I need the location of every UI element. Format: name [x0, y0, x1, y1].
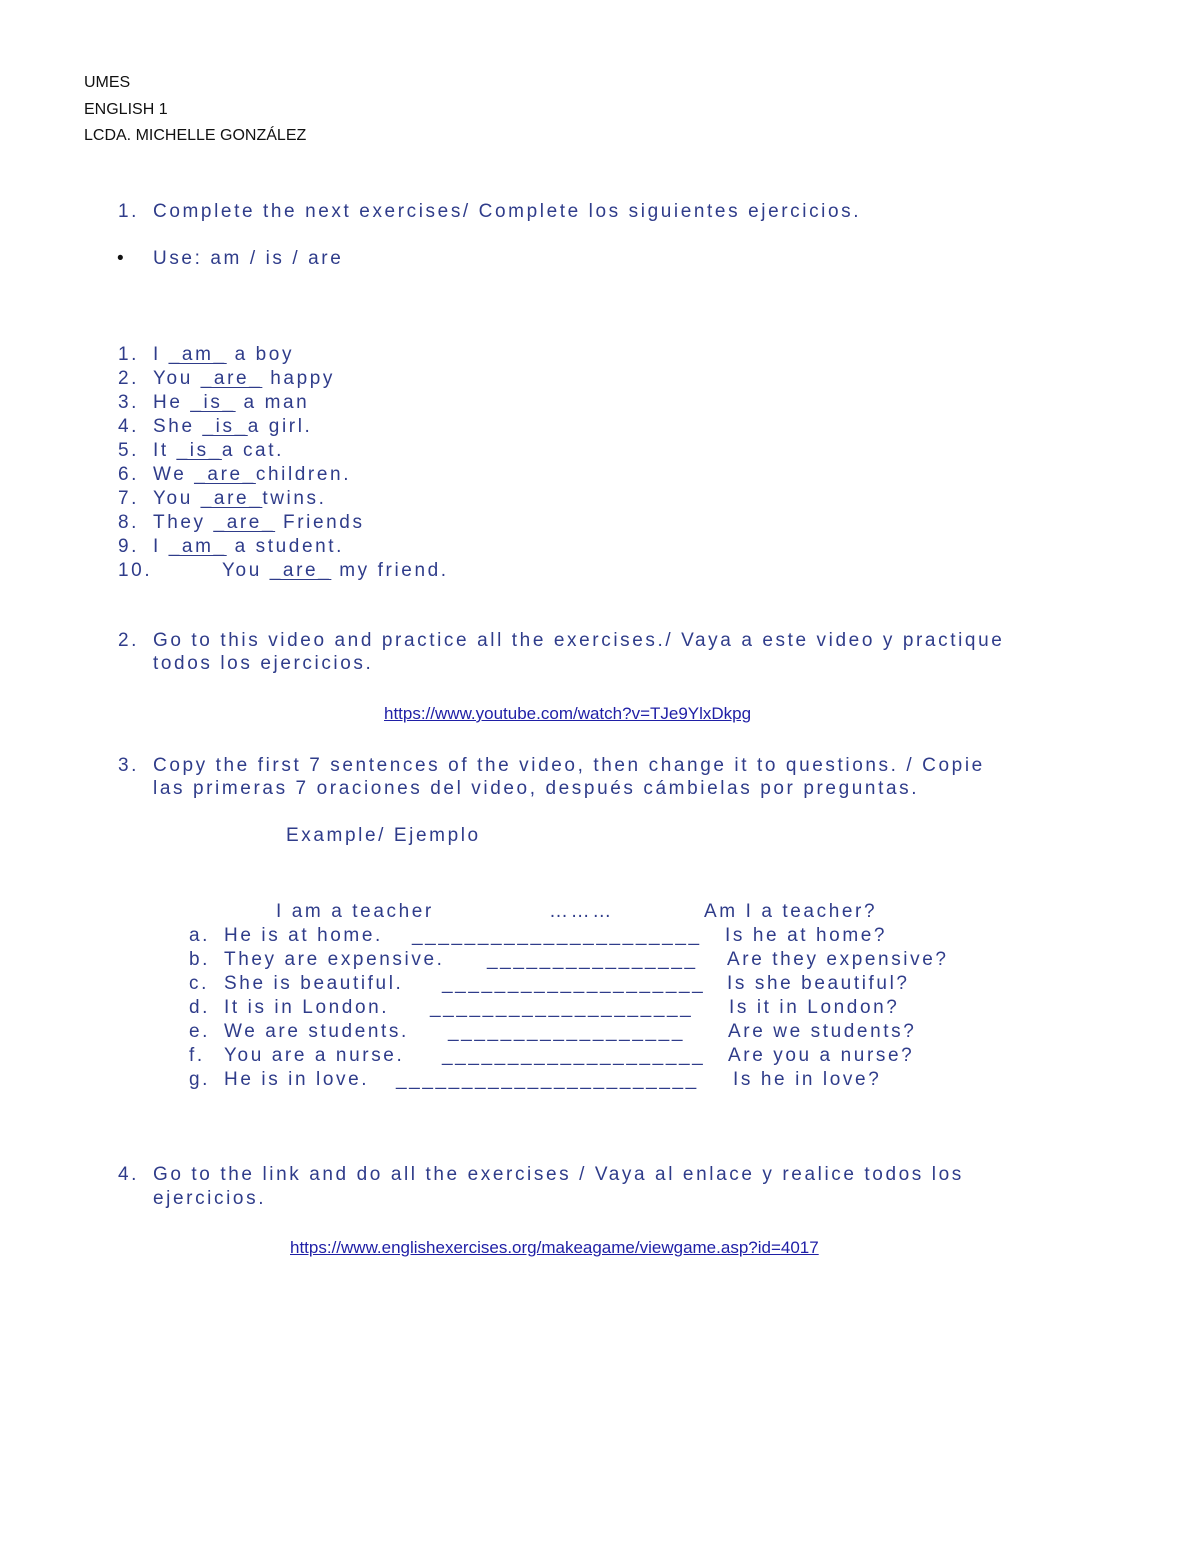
answer-blank: _is_ [176, 440, 222, 461]
answer-blank: _am_ [168, 536, 227, 557]
sentence-start: You [153, 368, 201, 389]
section3-line1: Copy the first 7 sentences of the video, then change it to questions. / Copie [153, 755, 985, 776]
example-dots: ……… [549, 901, 614, 922]
sentence-end: my friend. [331, 560, 449, 581]
exercise-blank: ____________________ [442, 973, 706, 994]
list-item-number: 10. [118, 560, 153, 581]
exercise-statement: We are students. [224, 1021, 409, 1042]
example-statement: I am a teacher [276, 901, 434, 922]
section3-number: 3. [118, 755, 140, 776]
exercise-statement: They are expensive. [224, 949, 445, 970]
sentence-end: a boy [226, 344, 295, 365]
exercise-letter: d. [189, 997, 211, 1018]
section2-line1: Go to this video and practice all the exercises./ Vaya a este video y practique [153, 630, 1005, 651]
answer-blank: _is_ [202, 416, 248, 437]
exercise-question: Are we students? [728, 1021, 917, 1042]
list-item [153, 536, 344, 558]
answer-blank: _is_ [190, 392, 236, 413]
answer-blank: _am_ [168, 344, 227, 365]
example-label: Example/ Ejemplo [286, 825, 481, 846]
exercise-question: Are you a nurse? [728, 1045, 915, 1066]
header-course: ENGLISH 1 [84, 101, 168, 118]
list-item-number: 4. [118, 416, 140, 437]
answer-blank: _are_ [200, 368, 263, 389]
exercise-question: Is it in London? [729, 997, 900, 1018]
section2-number: 2. [118, 630, 140, 651]
list-item [222, 560, 449, 582]
list-item-number: 2. [118, 368, 140, 389]
list-item [153, 344, 294, 366]
exercise-letter: g. [189, 1069, 211, 1090]
section3-line2: las primeras 7 oraciones del video, después cámbielas por preguntas. [153, 778, 920, 799]
section4-line2: ejercicios. [153, 1188, 267, 1209]
sentence-end: Friends [275, 512, 365, 533]
exercise-letter: a. [189, 925, 211, 946]
exercise-letter: e. [189, 1021, 211, 1042]
example-question: Am I a teacher? [704, 901, 878, 922]
exercise-statement: She is beautiful. [224, 973, 404, 994]
list-item-number: 9. [118, 536, 140, 557]
exercise-letter: c. [189, 973, 209, 994]
list-item-number: 1. [118, 344, 140, 365]
sentence-end: children. [255, 464, 352, 485]
list-item [153, 416, 312, 438]
exercise-statement: You are a nurse. [224, 1045, 405, 1066]
exercise-question: Is he in love? [733, 1069, 882, 1090]
list-item-number: 5. [118, 440, 140, 461]
exercise-question: Are they expensive? [727, 949, 949, 970]
section4-line1: Go to the link and do all the exercises / Vaya al enlace y realice todos los [153, 1164, 964, 1185]
exercise-question: Is he at home? [725, 925, 888, 946]
exercise-question: Is she beautiful? [727, 973, 910, 994]
sentence-end: twins. [262, 488, 327, 509]
sentence-start: I [153, 344, 169, 365]
exercise-letter: b. [189, 949, 211, 970]
youtube-link[interactable]: https://www.youtube.com/watch?v=TJe9YlxDkpg [384, 704, 752, 723]
exercise-blank: ________________ [487, 949, 698, 970]
englishexercises-link[interactable]: https://www.englishexercises.org/makeagame/viewgame.asp?id=4017 [290, 1238, 819, 1257]
section1-use-text: Use: am / is / are [153, 248, 344, 269]
exercise-blank: ____________________ [430, 997, 694, 1018]
bullet-icon: • [117, 248, 127, 269]
header-institution: UMES [84, 74, 131, 91]
sentence-start: You [153, 488, 201, 509]
sentence-start: He [153, 392, 191, 413]
list-item-number: 7. [118, 488, 140, 509]
section2-line2: todos los ejercicios. [153, 653, 374, 674]
exercise-statement: He is at home. [224, 925, 383, 946]
answer-blank: _are_ [213, 512, 276, 533]
exercise-statement: It is in London. [224, 997, 390, 1018]
sentence-start: You [222, 560, 270, 581]
sentence-end: a cat. [221, 440, 284, 461]
list-item [153, 512, 365, 534]
sentence-end: a girl. [247, 416, 313, 437]
answer-blank: _are_ [200, 488, 263, 509]
exercise-letter: f. [189, 1045, 205, 1066]
sentence-end: happy [262, 368, 336, 389]
section1-number: 1. [118, 201, 140, 222]
sentence-start: I [153, 536, 169, 557]
sentence-start: We [153, 464, 195, 485]
list-item [153, 440, 284, 462]
sentence-start: It [153, 440, 177, 461]
exercise-blank: __________________ [448, 1021, 686, 1042]
list-item [153, 464, 351, 486]
list-item [153, 368, 335, 390]
section1-title: Complete the next exercises/ Complete los siguientes ejercicios. [153, 201, 862, 222]
sentence-start: She [153, 416, 203, 437]
answer-blank: _are_ [194, 464, 256, 485]
list-item-number: 3. [118, 392, 140, 413]
sentence-end: a student. [226, 536, 345, 557]
section4-number: 4. [118, 1164, 140, 1185]
exercise-blank: _______________________ [396, 1069, 699, 1090]
list-item-number: 8. [118, 512, 140, 533]
list-item-number: 6. [118, 464, 140, 485]
exercise-blank: ____________________ [442, 1045, 706, 1066]
exercise-statement: He is in love. [224, 1069, 370, 1090]
list-item [153, 392, 309, 414]
header-teacher: LCDA. MICHELLE GONZÁLEZ [84, 127, 307, 144]
exercise-blank: ______________________ [412, 925, 702, 946]
list-item [153, 488, 327, 510]
sentence-end: a man [235, 392, 310, 413]
answer-blank: _are_ [269, 560, 332, 581]
sentence-start: They [153, 512, 214, 533]
